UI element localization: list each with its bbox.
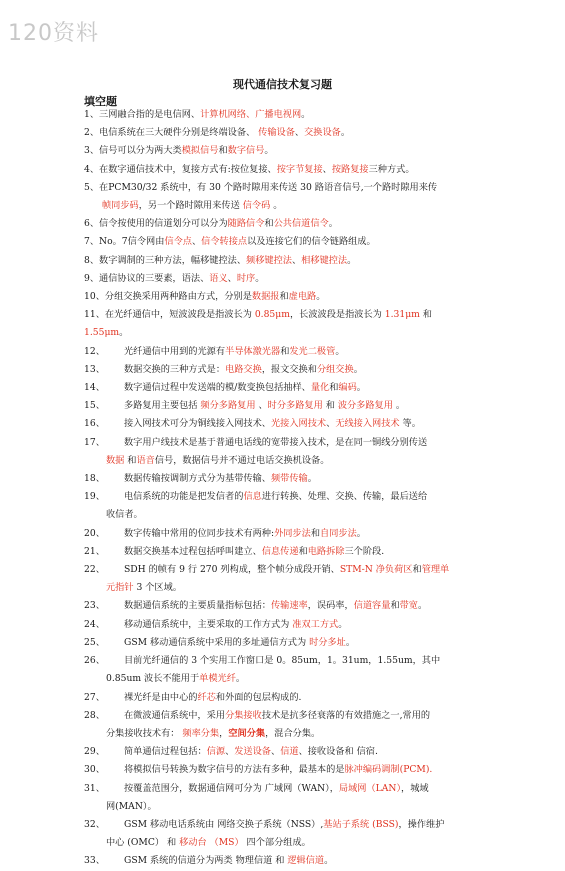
question-text: 、 [191, 236, 202, 248]
question-number: 28、 [84, 709, 105, 721]
answer-text: 自同步法 [320, 527, 357, 539]
question-text: 、 [322, 163, 332, 175]
question-item [84, 161, 488, 179]
answer-text: 频率分集 [182, 727, 220, 739]
question-number: 21、 [84, 545, 105, 557]
question-item [84, 780, 488, 816]
answer-text: 量化 [310, 382, 330, 394]
question-text: 0.85um 波长不能用于 [106, 673, 200, 685]
question-number: 19、 [84, 491, 105, 503]
answer-text: 单模光纤 [199, 673, 236, 685]
question-text: ，操作维护 [398, 818, 445, 830]
question-number: 1、 [84, 109, 100, 120]
question-text: 。 [340, 127, 351, 139]
question-text: 进行转换、处理、交换、传输，最后送给 [261, 491, 428, 503]
answer-text: 分集接收 [225, 709, 262, 721]
answer-text: 1.31μm [384, 309, 420, 321]
answer-text: 电路交换 [225, 363, 262, 375]
question-text: 和 [329, 382, 339, 394]
answer-text: 语音 [136, 454, 155, 466]
question-item [84, 816, 488, 852]
question-item [84, 379, 488, 397]
question-number: 18、 [84, 473, 105, 485]
question-text: 和 [310, 527, 321, 539]
question-text: ，报文交换和 [261, 363, 317, 375]
question-item [84, 689, 488, 707]
question-text: 、 [227, 272, 237, 284]
question-text: ，另一个路时隙用来传送 [138, 200, 243, 212]
question-text: 目前光纤通信的 3 个实用工作窗口是 0。85um，1。31um，1.55um，其中 [124, 655, 441, 667]
question-text: 在数字通信技术中，复接方式有:按位复接、 [99, 163, 277, 175]
question-text: 信号可以分为两大类 [99, 145, 182, 157]
answer-text: 信道 [280, 746, 299, 758]
answer-text: 相移键控法 [301, 254, 348, 266]
question-text: 四个部分组成。 [243, 837, 311, 849]
question-text: 在微波通信系统中，采用 [124, 709, 226, 721]
question-continuation [84, 324, 488, 342]
question-item [84, 233, 488, 251]
question-text: 按覆盖范围分，数据通信网可分为 广域网（WAN）， [124, 782, 339, 794]
question-text: 。 [418, 600, 428, 612]
answer-text: 频分多路复用 [200, 400, 259, 412]
question-text: 。 [316, 291, 326, 303]
question-item [84, 343, 488, 361]
question-text: 数据交换的三种方式是： [124, 363, 226, 375]
question-text: 。 [119, 327, 129, 339]
question-item [84, 852, 488, 870]
answer-text: 计算机网络、广播电视网 [200, 109, 302, 120]
question-text: 。 [395, 400, 406, 412]
answer-text: 语义 [209, 272, 228, 284]
answer-text: 逻辑信道 [287, 855, 325, 867]
question-text: 数字传输中常用的位同步技术有两种: [124, 527, 275, 539]
question-text: 、 [225, 746, 235, 758]
question-text: 、 [294, 127, 305, 139]
question-text: GSM 系统的信道分为两类 物理信道 和 [124, 855, 288, 867]
question-continuation [84, 506, 488, 524]
answer-text: 数据 [106, 454, 125, 466]
question-text: 网(MAN）。 [106, 800, 157, 812]
answer-text: 传输速率 [271, 600, 308, 612]
answer-text: 元指针 [106, 582, 134, 594]
question-number: 16、 [84, 418, 105, 430]
question-number: 14、 [84, 382, 105, 394]
question-item [84, 306, 488, 342]
question-text: 和 [325, 400, 338, 412]
question-text: 。 [338, 618, 348, 630]
question-text: 简单通信过程包括： [124, 746, 207, 758]
question-text: 信令按使用的信道划分可以分为 [99, 218, 228, 230]
question-text: 和 [280, 345, 290, 357]
question-text: 。 [255, 272, 265, 284]
question-text: ，长波波段是指波长为 [289, 309, 385, 321]
question-text: 。 [347, 254, 357, 266]
answer-text: 信令码 [242, 200, 274, 212]
question-text: 光纤通信中用到的光源有 [124, 345, 226, 357]
question-number: 31、 [84, 782, 105, 794]
question-text: 、接收设备和 信宿. [298, 746, 378, 758]
answer-text: 发送设备 [234, 746, 271, 758]
question-text: 和 [124, 454, 137, 466]
answer-text: 虚电路 [288, 291, 317, 303]
question-item [84, 415, 488, 433]
question-item [84, 252, 488, 270]
question-number: 23、 [84, 600, 105, 612]
question-number: 10、 [84, 291, 105, 303]
answer-text: 移动台 （MS） [179, 837, 244, 849]
question-text: 分集接收技术有： [106, 727, 183, 739]
question-text: 电信系统在三大硬件分别是终端设备、 [99, 127, 259, 139]
answer-text: 模拟信号 [181, 145, 219, 157]
question-text: 在PCM30/32 系统中，有 30 个路时隙用来传送 30 路语音信号,一个路时隙用来传 [99, 181, 438, 193]
question-number: 27、 [84, 691, 105, 703]
question-item [84, 124, 488, 142]
answer-text: 纤芯 [197, 691, 216, 703]
question-list [84, 106, 488, 871]
question-text: 。 [345, 636, 356, 648]
question-text: 。 [353, 363, 363, 375]
question-text: 3 个区域。 [133, 582, 182, 594]
question-text: 电信系统的功能是把发信者的 [124, 491, 244, 503]
question-text: 信号，数据信号并不通过电话交换机设备。 [154, 454, 330, 466]
question-text: 。 [307, 473, 317, 485]
answer-text: 准双工方式 [292, 618, 339, 630]
question-number: 7、 [84, 236, 100, 248]
question-text: 。 [356, 382, 366, 394]
question-text: 和外面的包层构成的. [215, 691, 302, 703]
answer-text: 传输设备 [258, 127, 295, 139]
question-text: 技术是抗多径衰落的有效措施之一,常用的 [261, 709, 431, 721]
document-title: 现代通信技术复习题 [233, 78, 332, 91]
section-heading: 填空题 [84, 95, 117, 108]
question-continuation [84, 197, 488, 215]
question-number: 2、 [84, 127, 100, 139]
question-item [84, 106, 488, 124]
question-text: 、 [258, 400, 268, 412]
question-item [84, 361, 488, 379]
question-item [84, 561, 488, 597]
question-item [84, 142, 488, 160]
question-item [84, 434, 488, 470]
answer-text: 半导体激光器 [225, 345, 281, 357]
question-text: 三种方式。 [368, 163, 415, 175]
answer-text: 信令转接点 [201, 236, 248, 248]
question-continuation [84, 579, 488, 597]
question-text: 通信协议的三要素，语法、 [99, 272, 210, 284]
answer-text: 时分多路复用 [267, 400, 326, 412]
question-text: ， [219, 727, 229, 739]
question-text: 。 [301, 109, 311, 120]
question-text: 三网融合指的是电信网、 [99, 109, 201, 120]
question-item [84, 179, 488, 215]
answer-text: 帧同步码 [102, 200, 139, 212]
question-number: 11、 [84, 309, 105, 321]
question-text: 数据传输按调制方式分为基带传输、 [124, 473, 271, 485]
question-number: 17、 [84, 436, 105, 448]
answer-text: 带宽 [399, 600, 418, 612]
question-text: 数据交换基本过程包括呼叫建立、 [124, 545, 262, 557]
question-item [84, 397, 488, 415]
answer-text: 时序 [236, 272, 256, 284]
answer-text: 空间分集 [228, 727, 266, 739]
answer-text: 数据报 [251, 291, 280, 303]
question-text: 数字通信过程中发送端的模/数变换包括抽样、 [124, 382, 311, 394]
question-text: 。 [264, 145, 274, 157]
question-text: ，混合分集。 [265, 727, 321, 739]
question-text: 和 [419, 309, 432, 321]
answer-text: 信源 [206, 746, 226, 758]
question-text: 等。 [399, 418, 421, 430]
question-number: 6、 [84, 218, 100, 230]
answer-text: 编码 [338, 382, 357, 394]
question-item [84, 288, 488, 306]
question-text: 。 [328, 218, 338, 230]
answer-text: 脉冲编码调制(PCM). [344, 764, 433, 776]
question-number: 32、 [84, 818, 105, 830]
question-text: 将模拟信号转换为数字信号的方法有多种，最基本的是 [124, 764, 345, 776]
question-item [84, 634, 488, 652]
answer-text: 发光二极管 [289, 345, 336, 357]
question-text: 。 [335, 345, 345, 357]
question-item [84, 761, 488, 779]
answer-text: 无线接入网技术 [335, 418, 400, 430]
question-text: 和 [412, 564, 422, 576]
question-text: 裸光纤是由中心的 [124, 691, 198, 703]
answer-text: 信道容量 [353, 600, 391, 612]
answer-text: 按字节复接 [276, 163, 323, 175]
question-number: 8、 [84, 254, 100, 266]
question-text: 移动通信系统中，主要采取的工作方式为 [124, 618, 293, 630]
answer-text: 1.55μm [84, 327, 120, 339]
question-text: 三个阶段. [344, 545, 385, 557]
question-item [84, 470, 488, 488]
question-number: 4、 [84, 163, 100, 175]
question-text: 接入网技术可分为铜线接入网技术、 [124, 418, 271, 430]
question-text: GSM 移动通信系统中采用的多址通信方式为 [124, 636, 310, 648]
question-text: 数字调制的三种方法，幅移键控法、 [99, 254, 247, 266]
question-text: 和 [218, 145, 228, 157]
answer-text: 信令点 [164, 236, 192, 248]
question-text: 、 [291, 254, 302, 266]
question-number: 12、 [84, 345, 105, 357]
question-continuation [84, 725, 488, 743]
answer-text: 频移键控法 [246, 254, 292, 266]
question-text: 和 [390, 600, 400, 612]
question-text: ，城域 [401, 782, 429, 794]
question-text: 。 [273, 200, 283, 212]
question-number: 5、 [84, 181, 100, 193]
answer-text: 电路拆除 [307, 545, 345, 557]
question-item [84, 270, 488, 288]
answer-text: 频带传输 [271, 473, 308, 485]
question-number: 9、 [84, 272, 100, 284]
answer-text: 信息传递 [261, 545, 299, 557]
question-item [84, 488, 488, 524]
question-text: 和 [279, 291, 289, 303]
question-item [84, 652, 488, 688]
watermark: 120资料 [8, 21, 99, 46]
question-item [84, 543, 488, 561]
question-number: 25、 [84, 636, 105, 648]
answer-text: 波分多路复用 [337, 400, 396, 412]
answer-text: 公共信道信令 [273, 218, 329, 230]
question-continuation [84, 670, 488, 688]
question-item [84, 215, 488, 233]
answer-text: 管理单 [421, 564, 450, 576]
question-text: SDH 的帧有 9 行 270 列构成，整个帧分成段开销、 [124, 564, 340, 576]
answer-text: 交换设备 [304, 127, 341, 139]
answer-text: 分组交换 [316, 363, 354, 375]
question-number: 33、 [84, 855, 105, 867]
answer-text: 基站子系统 (BSS) [323, 818, 399, 830]
answer-text: 局域网（LAN） [338, 782, 402, 794]
question-item [84, 743, 488, 761]
question-number: 29、 [84, 746, 105, 758]
question-text: 分组交换采用两种路由方式，分别是 [104, 291, 252, 303]
question-text: 以及连接它们的信令链路组成。 [247, 236, 376, 248]
question-text: 。 [356, 527, 366, 539]
question-number: 13、 [84, 363, 105, 375]
question-number: 26、 [84, 655, 105, 667]
question-item [84, 525, 488, 543]
question-continuation [84, 798, 488, 816]
question-text: 收信者。 [106, 509, 143, 521]
question-text: No。7信令网由 [99, 236, 165, 248]
question-text: 在光纤通信中，短波波段是指波长为 [104, 309, 255, 321]
question-text: 。 [235, 673, 246, 685]
answer-text: STM-N 净负荷区 [339, 564, 413, 576]
answer-text: 按路复接 [331, 163, 369, 175]
question-continuation [84, 452, 488, 470]
question-number: 30、 [84, 764, 105, 776]
question-number: 3、 [84, 145, 100, 157]
question-number: 15、 [84, 400, 105, 412]
question-text: 多路复用主要包括 [124, 400, 201, 412]
question-number: 20、 [84, 527, 105, 539]
answer-text: 时分多址 [309, 636, 346, 648]
question-item [84, 597, 488, 615]
question-text: GSM 移动电话系统由 网络交换子系统（NSS）, [124, 818, 324, 830]
answer-text: 0.85μm [254, 309, 290, 321]
question-number: 22、 [84, 564, 105, 576]
question-item [84, 616, 488, 634]
answer-text: 数字信号 [227, 145, 265, 157]
answer-text: 外同步法 [274, 527, 311, 539]
answer-text: 光接入网技术 [271, 418, 327, 430]
question-text: 数字用户线技术是基于普通电话线的宽带接入技术，是在同一铜线分别传送 [124, 436, 428, 448]
question-text: 中心 (OMC） 和 [106, 837, 180, 849]
question-text: ，误码率， [307, 600, 354, 612]
answer-text: 信息 [243, 491, 262, 503]
question-text: 、 [271, 746, 281, 758]
question-text: 和 [264, 218, 274, 230]
question-text: 、 [326, 418, 336, 430]
answer-text: 随路信令 [227, 218, 265, 230]
question-item [84, 707, 488, 743]
question-text: 和 [298, 545, 308, 557]
question-text: 。 [324, 855, 334, 867]
question-text: 数据通信系统的主要质量指标包括： [124, 600, 271, 612]
question-number: 24、 [84, 618, 105, 630]
question-continuation [84, 834, 488, 852]
